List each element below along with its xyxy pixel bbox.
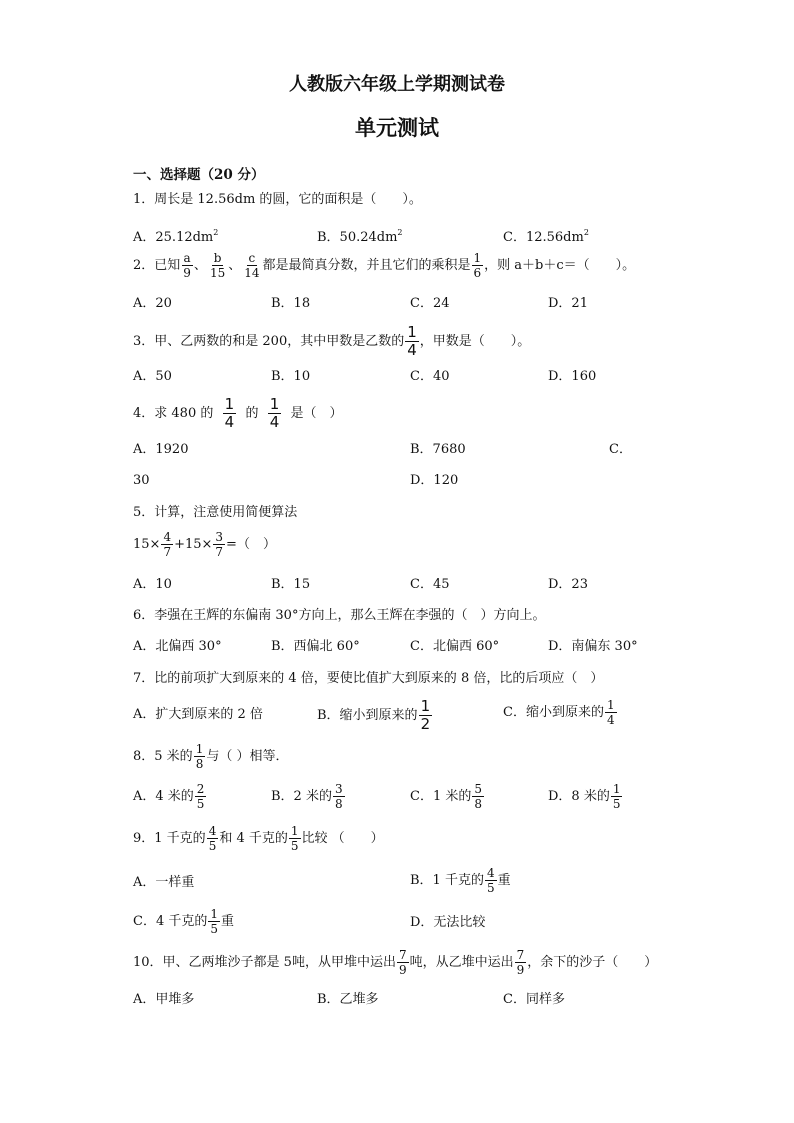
q3-option-d: D．160: [548, 369, 597, 384]
q4-option-c: C．: [609, 442, 632, 457]
q10-option-a: A．甲堆多: [133, 992, 195, 1007]
q4-option-d: D．120: [410, 473, 459, 488]
question-6: 6．李强在王辉的东偏南 30°方向上，那么王辉在李强的（ ）方向上。: [133, 608, 546, 623]
q8-option-c: C．1 米的 $\frac{5}{8}$: [410, 782, 482, 811]
q6-option-b: B．西偏北 60°: [271, 639, 360, 654]
q3-option-a: A．50: [133, 369, 172, 384]
q9-option-c: C．4 千克的 $\frac{1}{5}$ 重: [133, 907, 235, 936]
question-8: 8．5 米的 $\frac{1}{8}$ 与（ ）相等．: [133, 742, 289, 771]
q2-option-b: B．18: [271, 296, 311, 311]
question-5: 5．计算，注意使用简便算法: [133, 505, 298, 520]
page-title: 人教版六年级上学期测试卷: [289, 74, 505, 95]
q9-option-a: A．一样重: [133, 875, 195, 890]
q1-option-a: A．$25.12dm^2$: [133, 228, 219, 245]
question-10: 10．甲、乙两堆沙子都是 5吨，从甲堆中运出 $\frac{7}{9}$ 吨，从乙堆中运出 $\frac{7}{9}$ ，余下的沙子（ ）: [133, 948, 658, 977]
q8-option-d: D．8 米的 $\frac{1}{5}$: [548, 782, 621, 811]
question-4: 4．求 480 的 $\frac{1}{4}$ 的 $\frac{1}{4}$ 是（ ）: [133, 395, 343, 431]
q2-option-c: C．24: [410, 296, 450, 311]
q5-option-b: B．15: [271, 577, 311, 592]
q4-option-a: A．1920: [133, 442, 189, 457]
q9-option-b: B．1 千克的 $\frac{4}{5}$ 重: [410, 866, 511, 895]
q8-option-a: A．4 米的 $\frac{2}{5}$: [133, 782, 205, 811]
q1-option-c: C．$12.56dm^2$: [503, 228, 589, 245]
q4-option-b: B．7680: [410, 442, 466, 457]
q6-option-a: A．北偏西 30°: [133, 639, 222, 654]
question-2: 2．已知 $\frac{a}{9}$ 、 $\frac{b}{15}$ 、 $\frac{c}{14}$ 都是最简真分数，并且它们的乘积是 $\frac{1}{6}$ ，则 a＋b＋c＝（ ）。: [133, 251, 636, 280]
section-heading: 一、选择题（20 分）: [133, 167, 265, 183]
q5-expression: 15× $\frac{4}{7}$ +15× $\frac{3}{7}$ =（ ）: [133, 530, 276, 559]
q10-option-c: C．同样多: [503, 992, 565, 1007]
q3-option-c: C．40: [410, 369, 450, 384]
q4-option-c-value: 30: [133, 473, 150, 488]
q1-option-b: B．$50.24dm^2$: [317, 228, 403, 245]
q5-option-a: A．10: [133, 577, 172, 592]
q2-option-a: A．20: [133, 296, 172, 311]
q7-option-a: A．扩大到原来的 2 倍: [133, 707, 263, 722]
question-7: 7．比的前项扩大到原来的 4 倍，要使比值扩大到原来的 8 倍，比的后项应（ ）: [133, 671, 604, 686]
page-subtitle: 单元测试: [355, 115, 439, 140]
q9-option-d: D．无法比较: [410, 915, 486, 930]
q8-option-b: B．2 米的 $\frac{3}{8}$: [271, 782, 343, 811]
q5-option-c: C．45: [410, 577, 450, 592]
q7-option-b: B．缩小到原来的 $\frac{1}{2}$: [317, 697, 431, 733]
question-9: 9．1 千克的 $\frac{4}{5}$ 和 4 千克的 $\frac{1}{5}$ 比较 （ ）: [133, 824, 384, 853]
q2-option-d: D．21: [548, 296, 588, 311]
q7-option-c: C．缩小到原来的 $\frac{1}{4}$: [503, 698, 615, 727]
question-3: 3．甲、乙两数的和是 200，其中甲数是乙数的 $\frac{1}{4}$ ，甲数是（ ）。: [133, 323, 531, 359]
q6-option-d: D．南偏东 30°: [548, 639, 638, 654]
q3-option-b: B．10: [271, 369, 311, 384]
question-1: 1．周长是 12.56dm 的圆，它的面积是（ ）。: [133, 192, 422, 207]
q10-option-b: B．乙堆多: [317, 992, 379, 1007]
q5-option-d: D．23: [548, 577, 588, 592]
q6-option-c: C．北偏西 60°: [410, 639, 500, 654]
